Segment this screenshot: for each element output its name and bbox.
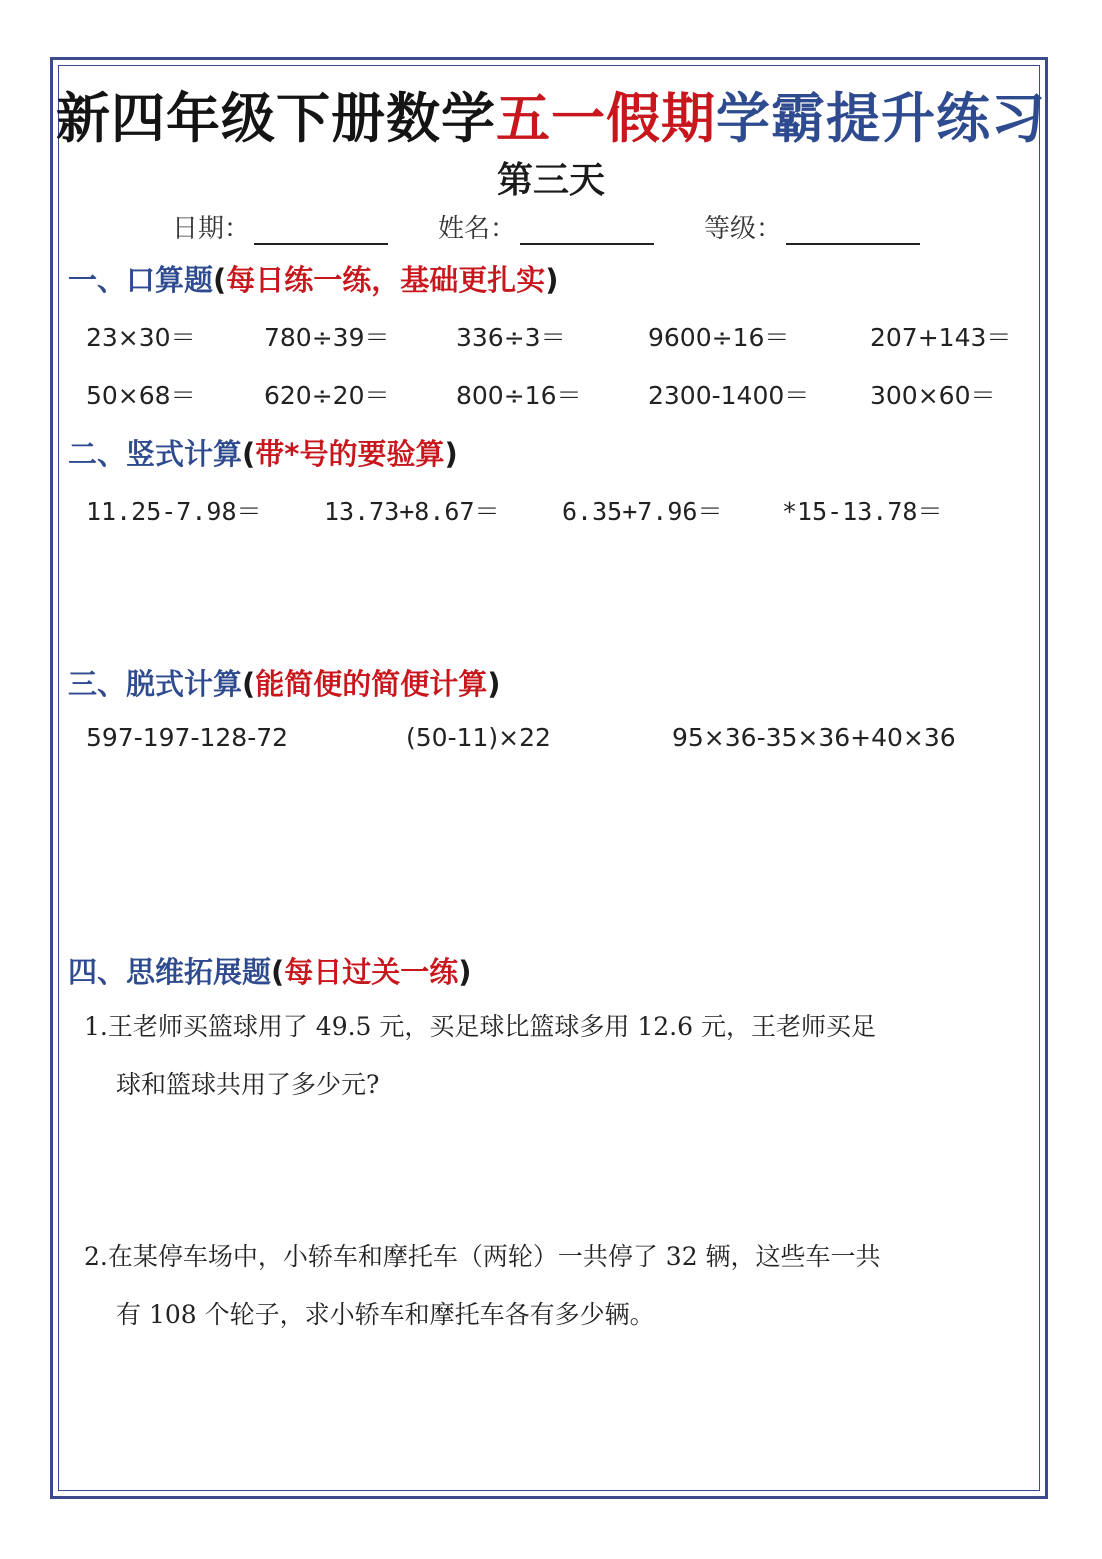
section-1-title: 一、口算题 [68,263,214,297]
problem-1-line-1: 1.王老师买篮球用了 49.5 元，买足球比篮球多用 12.6 元，王老师买足 [84,1012,876,1041]
title-part-2: 五一假期 [496,87,716,150]
page-subtitle: 第三天 [496,159,605,201]
section-3-title: 三、脱式计算 [68,667,243,701]
date-label: 日期： [172,214,251,244]
problem-2-line-2: 有 108 个轮子，求小轿车和摩托车各有多少辆。 [116,1300,655,1329]
section-3-note: 能简便的简便计算 [255,667,488,701]
oral-item: 780÷39＝ [264,323,390,352]
word-problem-1 [84,998,1024,1114]
name-label: 姓名： [438,214,517,244]
oral-item: 50×68＝ [86,381,196,410]
title-part-3: 学霸提升练习 [716,87,1046,150]
oral-item: 23×30＝ [86,323,196,352]
problem-1-line-2: 球和篮球共用了多少元? [116,1070,380,1099]
section-1-note: 每日练一练，基础更扎实 [226,263,546,297]
name-blank[interactable] [520,213,654,245]
section-2-note: 带*号的要验算 [255,437,445,471]
vertical-calc-item: 6.35+7.96＝ [562,497,723,526]
vertical-calc-item: *15-13.78＝ [782,497,943,526]
oral-item: 336÷3＝ [456,323,566,352]
section-4-title: 四、思维拓展题 [68,955,272,989]
oral-item: 300×60＝ [870,381,996,410]
oral-item: 800÷16＝ [456,381,582,410]
grade-label: 等级： [704,214,783,244]
oral-item: 207+143＝ [870,323,1012,352]
title-part-1: 新四年级下册数学 [56,87,496,150]
section-heading-1: 一、口算题(每日练一练，基础更扎实) [68,263,559,297]
grade-field[interactable] [704,208,920,245]
word-problem-2 [84,1228,1024,1344]
vertical-calc-item: 11.25-7.98＝ [86,497,262,526]
page-title [0,76,1102,153]
problem-2-line-1: 2.在某停车场中，小轿车和摩托车（两轮）一共停了 32 辆，这些车一共 [84,1242,881,1271]
step-calc-item: (50-11)×22 [406,723,551,752]
section-heading-2: 二、竖式计算(带*号的要验算) [68,437,458,471]
step-calc-item: 95×36-35×36+40×36 [672,723,956,752]
oral-item: 620÷20＝ [264,381,390,410]
name-field[interactable] [438,208,654,245]
section-heading-3: 三、脱式计算(能简便的简便计算) [68,667,501,701]
date-blank[interactable] [254,213,388,245]
oral-item: 9600÷16＝ [648,323,790,352]
vertical-calc-item: 13.73+8.67＝ [324,497,500,526]
date-field[interactable] [172,208,388,245]
oral-item: 2300-1400＝ [648,381,810,410]
section-4-note: 每日过关一练 [284,955,459,989]
section-2-title: 二、竖式计算 [68,437,243,471]
section-heading-4: 四、思维拓展题(每日过关一练) [68,955,472,989]
grade-blank[interactable] [786,213,920,245]
step-calc-item: 597-197-128-72 [86,723,289,752]
